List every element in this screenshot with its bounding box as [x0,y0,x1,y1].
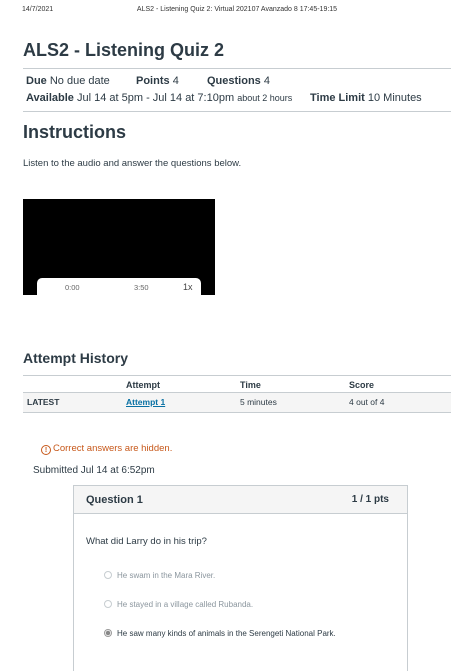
time-limit-label: Time Limit [310,92,365,104]
player-controls[interactable] [37,278,201,295]
instructions-text: Listen to the audio and answer the questions below. [23,158,242,169]
attempt-table-header [23,375,451,393]
divider [23,111,451,112]
question-header [74,486,407,514]
answer-text: He swam in the Mara River. [117,571,216,580]
duration: 3:50 [134,283,149,292]
question-points: 1 / 1 pts [351,494,389,505]
table-row [23,393,451,413]
audio-player[interactable] [23,199,215,295]
column-header-attempt: Attempt [126,380,160,390]
answer-option[interactable] [104,571,215,580]
question-text: What did Larry do in his trip? [86,536,207,547]
time-limit-value: 10 Minutes [367,92,422,104]
points-info [136,75,179,87]
print-date: 14/7/2021 [22,6,54,13]
questions-value: 4 [263,75,270,87]
attempt-history-heading: Attempt History [23,350,129,366]
available-value: Jul 14 at 5pm - Jul 14 at 7:10pm [76,92,235,104]
due-info [26,75,110,87]
questions-label: Questions [207,75,261,87]
answer-option-selected[interactable] [104,629,336,638]
correct-answers-hidden-notice [41,443,172,455]
answer-text: He saw many kinds of animals in the Serengeti National Park. [117,629,336,638]
playback-speed-button[interactable]: 1x [183,282,193,292]
answer-text: He stayed in a village called Rubanda. [117,600,254,609]
instructions-heading: Instructions [23,122,127,142]
current-time: 0:00 [65,283,80,292]
time-limit-info [310,92,422,104]
submitted-timestamp: Submitted Jul 14 at 6:52pm [33,465,155,476]
attempt-score: 4 out of 4 [349,397,385,407]
radio-button[interactable] [104,571,112,579]
print-header [0,6,474,18]
question-title: Question 1 [86,494,143,506]
info-icon: ! [41,445,51,455]
due-value: No due date [49,75,110,87]
attempt-status: LATEST [27,397,60,407]
radio-button-selected[interactable] [104,629,112,637]
available-info [26,92,292,104]
question-card [73,485,408,671]
available-label: Available [26,92,74,104]
divider [23,68,451,69]
column-header-score: Score [349,380,375,390]
hidden-note-text: Correct answers are hidden. [53,443,173,454]
points-value: 4 [172,75,179,87]
print-title: ALS2 - Listening Quiz 2: Virtual 202107 Avanzado 8 17:45-19:15 [136,6,338,13]
radio-button[interactable] [104,600,112,608]
questions-info [207,75,270,87]
points-label: Points [136,75,170,87]
attempt-time: 5 minutes [240,397,277,407]
answer-option[interactable] [104,600,253,609]
attempt-link[interactable]: Attempt 1 [126,397,166,407]
quiz-title: ALS2 - Listening Quiz 2 [23,40,225,60]
available-duration: about 2 hours [237,93,293,103]
due-label: Due [26,75,47,87]
column-header-time: Time [240,380,261,390]
